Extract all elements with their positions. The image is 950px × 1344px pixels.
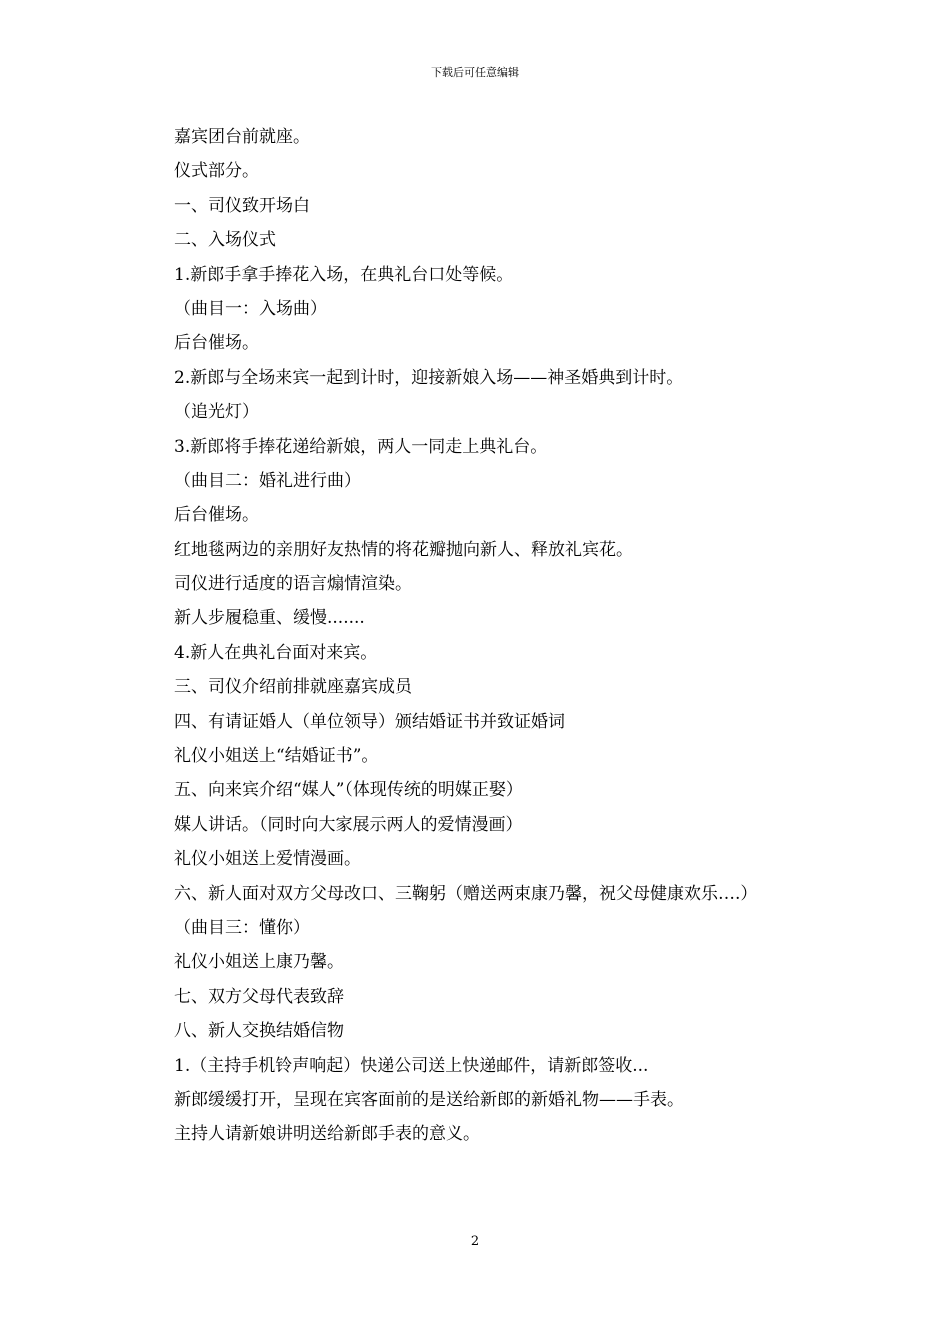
text-line: 四、有请证婚人（单位领导）颁结婚证书并致证婚词 xyxy=(174,711,565,732)
text-line: 1.（主持手机铃声响起）快递公司送上快递邮件，请新郎签收... xyxy=(174,1055,649,1076)
text-line: 二、入场仪式 xyxy=(174,230,276,251)
text-line-wrapped: 六、新人面对双方父母改口、三鞠躬（赠送两束康乃馨，祝父母健康欢乐….） xyxy=(174,883,758,904)
text-line: 八、新人交换结婚信物 xyxy=(174,1021,344,1042)
text-line: 后台催场。 xyxy=(174,333,259,354)
page-number: 2 xyxy=(470,1234,480,1249)
text-line: 媒人讲话。（同时向大家展示两人的爱情漫画） xyxy=(174,814,523,835)
text-line: 七、双方父母代表致辞 xyxy=(174,986,344,1007)
text-line: 主持人请新娘讲明送给新郎手表的意义。 xyxy=(174,1124,480,1145)
document-body xyxy=(144,120,814,1152)
text-line: 嘉宾团台前就座。 xyxy=(174,127,310,147)
text-line: 三、司仪介绍前排就座嘉宾成员 xyxy=(174,677,412,698)
text-line: 后台催场。 xyxy=(174,505,259,526)
text-line: 一、司仪致开场白 xyxy=(174,195,310,216)
text-line: 礼仪小姐送上爱情漫画。 xyxy=(174,849,361,870)
text-line: 新郎缓缓打开，呈现在宾客面前的是送给新郎的新婚礼物——手表。 xyxy=(174,1089,684,1110)
text-line: 礼仪小姐送上“结婚证书”。 xyxy=(174,746,379,767)
text-line: 礼仪小姐送上康乃馨。 xyxy=(174,952,344,973)
text-line: 1.新郎手拿手捧花入场，在典礼台口处等候。 xyxy=(174,264,514,285)
text-line: 新人步履稳重、缓慢....... xyxy=(174,608,365,629)
text-line: （曲目二：婚礼进行曲） xyxy=(174,470,361,491)
text-line: （曲目一：入场曲） xyxy=(174,298,327,319)
text-line: （追光灯） xyxy=(174,402,259,423)
text-line: 仪式部分。 xyxy=(174,161,259,182)
header-note: 下载后可任意编辑 xyxy=(431,66,519,79)
text-line: 五、向来宾介绍“媒人”（体现传统的明媒正娶） xyxy=(174,780,523,801)
text-line: 2.新郎与全场来宾一起到计时，迎接新娘入场——神圣婚典到计时。 xyxy=(174,367,684,388)
text-line: （曲目三：懂你） xyxy=(174,918,310,938)
text-line: 3.新郎将手捧花递给新娘，两人一同走上典礼台。 xyxy=(174,436,548,457)
text-line: 4.新人在典礼台面对来宾。 xyxy=(174,642,378,663)
text-line: 红地毯两边的亲朋好友热情的将花瓣抛向新人、释放礼宾花。 xyxy=(174,539,633,560)
text-line: 司仪进行适度的语言煽情渲染。 xyxy=(174,574,412,595)
